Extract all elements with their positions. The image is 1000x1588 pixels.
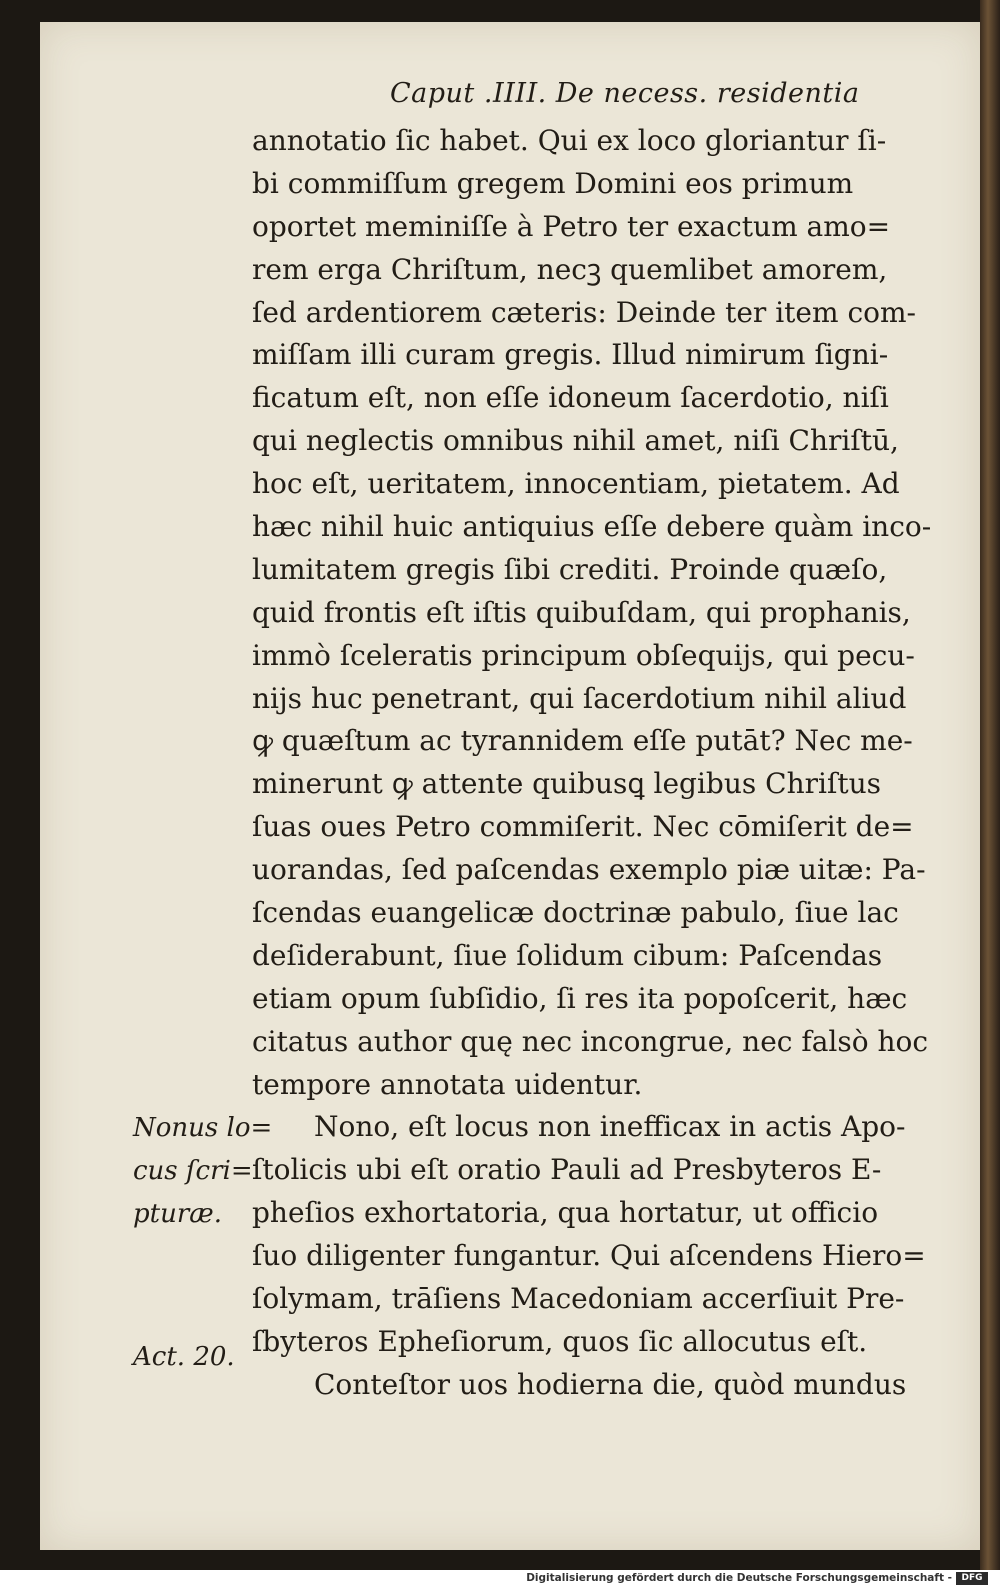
text-line: nijs huc penetrant, qui ſacerdotium nihil aliud bbox=[252, 681, 907, 715]
text-line: ſtolicis ubi eſt oratio Pauli ad Presbyteros E- bbox=[252, 1153, 882, 1187]
funding-credit: Digitalisierung gefördert durch die Deutsche Forschungsgemeinschaft - bbox=[526, 1572, 952, 1584]
text-line: quid frontis eſt iſtis quibuſdam, qui prophanis, bbox=[252, 595, 911, 629]
margin-note-line: Act. 20. bbox=[133, 1342, 235, 1372]
text-line: rem erga Chriſtum, necꝫ quemlibet amorem, bbox=[252, 252, 888, 286]
text-line: Nono, eſt locus non inefficax in actis Apo- bbox=[314, 1110, 906, 1144]
text-line: Conteſtor uos hodierna die, quòd mundus bbox=[314, 1367, 907, 1401]
running-header: Caput .IIII. De necess. residentia bbox=[390, 78, 860, 109]
text-line: annotatio ſic habet. Qui ex loco gloriantur ſi- bbox=[252, 124, 887, 157]
text-line: pheſios exhortatoria, qua hortatur, ut officio bbox=[252, 1196, 879, 1230]
text-line: qui neglectis omnibus nihil amet, niſi Chriſtū, bbox=[252, 424, 899, 458]
text-line: oportet meminiſſe à Petro ter exactum amo= bbox=[252, 209, 891, 243]
text-line: bi commiſſum gregem Domini eos primum bbox=[252, 166, 854, 200]
text-line: ꝙ quæſtum ac tyrannidem eſſe putāt? Nec me- bbox=[252, 724, 913, 758]
text-line: ſcendas euangelicæ doctrinæ pabulo, ſiue lac bbox=[252, 896, 899, 930]
text-line: etiam opum ſubſidio, ſi res ita popoſcerit, hæc bbox=[252, 981, 908, 1015]
text-line: ſuo diligenter fungantur. Qui aſcendens Hiero= bbox=[252, 1239, 926, 1273]
margin-note-line: Nonus lo= bbox=[133, 1113, 273, 1143]
text-line: miſſam illi curam gregis. Illud nimirum ſigni- bbox=[252, 338, 889, 372]
book-edge bbox=[980, 0, 1000, 1570]
text-line: ſuas oues Petro commiſerit. Nec cōmiſerit de= bbox=[252, 810, 914, 844]
text-line: uorandas, ſed paſcendas exemplo piæ uitæ: Pa- bbox=[252, 853, 926, 887]
text-line: hoc eſt, ueritatem, innocentiam, pietatem. Ad bbox=[252, 467, 900, 501]
text-line: ſolymam, trāſiens Macedoniam accerſiuit Pre- bbox=[252, 1282, 905, 1316]
text-line: ſbyteros Epheſiorum, quos ſic allocutus eſt. bbox=[252, 1324, 868, 1358]
text-line: ficatum eſt, non eſſe idoneum ſacerdotio, niſi bbox=[252, 381, 889, 415]
text-line: ſed ardentiorem cæteris: Deinde ter item com- bbox=[252, 295, 916, 329]
text-line: tempore annotata uidentur. bbox=[252, 1067, 643, 1101]
text-line: hæc nihil huic antiquius eſſe debere quàm inco- bbox=[252, 510, 932, 544]
text-line: deſiderabunt, ſiue ſolidum cibum: Paſcendas bbox=[252, 938, 883, 972]
margin-reference bbox=[133, 1336, 261, 1379]
dfg-logo: DFG bbox=[956, 1572, 988, 1585]
margin-note bbox=[133, 1107, 273, 1236]
main-text-block bbox=[252, 120, 952, 1407]
text-line: minerunt ꝙ attente quibusꝗ legibus Chriſtus bbox=[252, 767, 881, 801]
margin-note-line: cus ſcri= bbox=[133, 1155, 253, 1186]
text-line: immò ſceleratis principum obſequijs, qui pecu- bbox=[252, 638, 915, 672]
text-line: citatus author quę nec incongrue, nec falsò hoc bbox=[252, 1024, 929, 1058]
text-line: lumitatem gregis ſibi crediti. Proinde quæſo, bbox=[252, 552, 888, 586]
margin-note-line: pturæ. bbox=[133, 1198, 222, 1229]
